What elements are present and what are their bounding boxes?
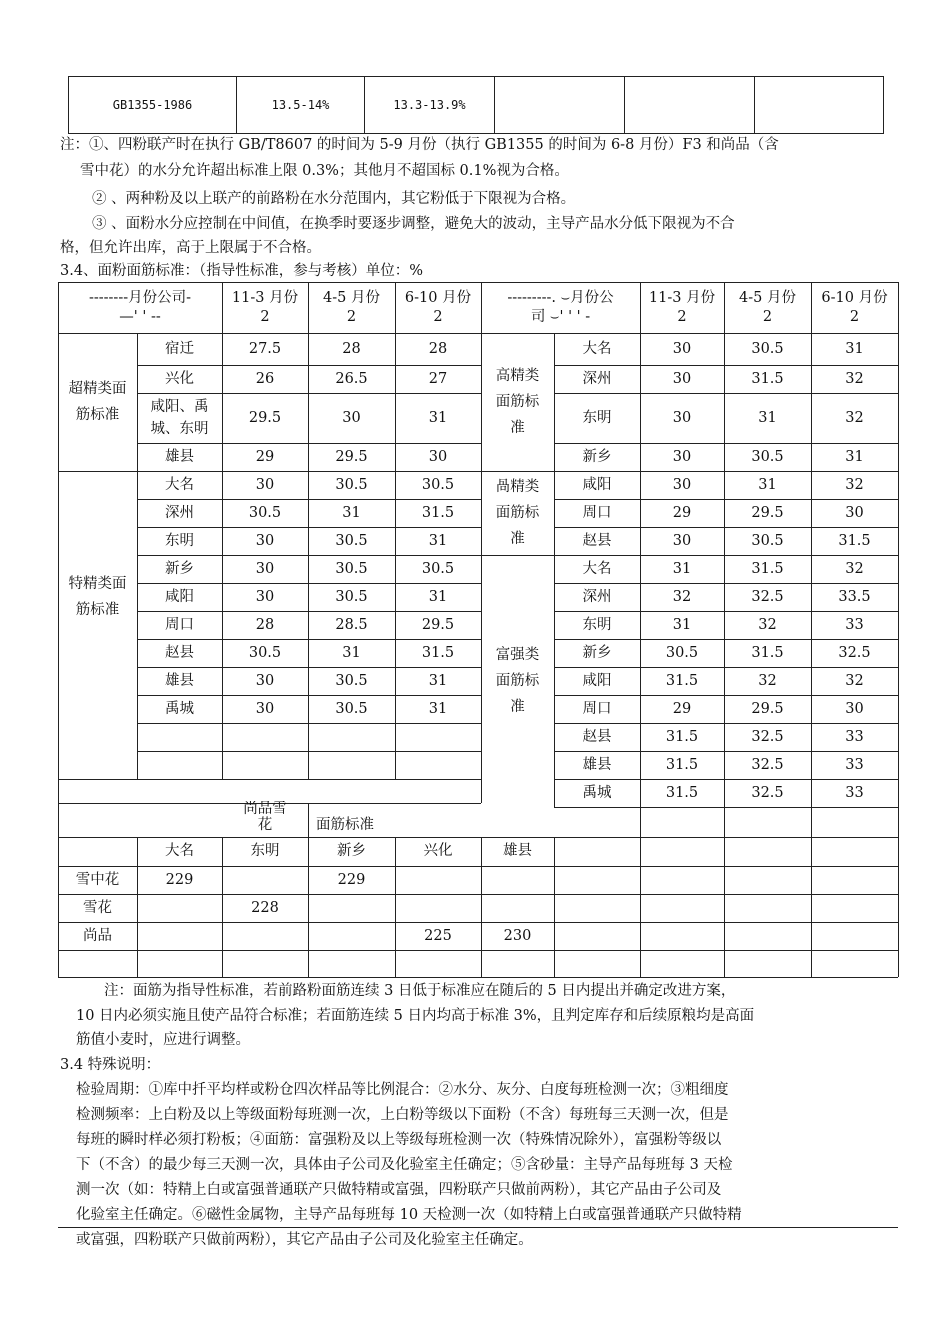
snow-col-header: 兴化 [423,843,453,860]
moisture-note-2: ② 、两种粉及以上联产的前路粉在水分范围内，其它粉低于下限视为合格。 [92,191,576,207]
table-cell: 33 [845,728,864,745]
table-cell: 29.5 [751,504,784,521]
table-cell: 31 [758,476,777,493]
row-name: 雄县 [165,448,194,465]
table-cell: 31 [428,700,448,717]
snow-title-text: 花 [257,817,273,833]
special-line: 或富强，四粉联产只做前两粉），其它产品由子公司及化验室主任确定。 [76,1232,533,1248]
table-cell: 30.5 [751,532,784,549]
table-cell: 30 [255,476,275,493]
table-cell: 31.5 [421,644,455,661]
table-rule [554,807,898,808]
table-cell: 27 [428,370,448,387]
table-cell: 32 [845,476,864,493]
special-line: 下（不含）的最少每三天测一次，具体由子公司及化验室主任确定；⑤含砂量：主导产品每班每 3 天检 [76,1157,733,1173]
table-cell: 31 [428,532,448,549]
table-rule [58,977,898,978]
header-text: ---------. ⌣月份公 [507,290,614,307]
table-cell: 230 [503,927,532,944]
table-rule [640,807,641,977]
table-cell [481,894,554,922]
row-name: 东明 [582,616,612,633]
table-cell: 30.5 [751,340,784,357]
header-text: 4-5 月份 [739,290,796,307]
row-name: 东明 [582,409,612,426]
row-name: 赵县 [582,532,612,549]
table-cell: 30 [845,700,864,717]
table-cell: 30.5 [335,588,368,605]
row-name: 雄县 [582,756,612,773]
header-text: --------月份公司- [88,290,192,307]
table-cell: 29.5 [421,616,455,633]
table-cell: 30.5 [335,560,368,577]
table-cell: 33 [845,784,864,801]
row-name: 深州 [582,588,612,605]
header-text: 2 [849,308,860,325]
row-name: 深州 [165,504,194,521]
header-text: 2 [762,308,773,325]
table-cell: 28 [428,340,448,357]
row-name: 周口 [582,700,612,717]
row-name: 深州 [582,370,612,387]
special-line: 每班的瞬时样必须打粉板；④面筋：富强粉及以上等级每班检测一次（特殊情况除外），富强粉等级以 [76,1132,722,1148]
row-name: 新乡 [165,560,194,577]
table-cell: 225 [424,927,452,944]
row-name: 大名 [165,476,194,493]
table-rule [898,282,899,333]
table-cell: 32.5 [838,644,871,661]
table-rule [137,779,481,780]
row-name: 禹城 [582,784,612,801]
table-cell: 26.5 [335,370,368,387]
table-cell: 30.5 [421,560,455,577]
header-month [395,282,481,333]
table-cell [137,894,222,922]
group-label: 特精类面筋标准 [68,576,127,618]
table-cell: 28 [255,616,275,633]
section-title: 3.4、面粉面筋标准：（指导性标准，参与考核）单位：% [60,263,424,279]
table-rule [724,807,725,977]
table-cell: 27.5 [248,340,282,357]
gluten-note-1: 注：面筋为指导性标准，若前路粉面筋连续 3 日低于标准应在随后的 5 日内提出并确定改进方案， [104,983,736,999]
table-cell: 30 [672,340,692,357]
table-cell: 33 [845,756,864,773]
table-cell: 30 [342,409,361,426]
table-cell [308,894,395,922]
table-cell: 30.5 [751,448,784,465]
table-rule [137,751,481,752]
snow-title-b: 面筋标准 [316,816,374,833]
header-month [222,282,308,333]
table-cell: 31.5 [751,644,784,661]
table-cell [222,922,308,950]
table-cell: 31.5 [838,532,871,549]
row-name: 禹城 [165,700,194,717]
table-cell: 31 [758,409,777,426]
special-title: 3.4 特殊说明： [60,1057,161,1073]
table-cell: 30.5 [248,644,282,661]
table-cell: 31.5 [665,784,699,801]
table-cell: 31.5 [665,756,699,773]
header-month [811,282,898,333]
table-cell: 31 [845,340,864,357]
table-cell: 31 [845,448,864,465]
table-rule [811,807,812,977]
special-line: 化验室主任确定。⑥磁性金属物，主导产品每班每 10 天检测一次（如特精上白或富强普通联产只做特精 [76,1207,742,1223]
header-company [481,282,640,333]
table-cell: 229 [337,871,366,888]
table-rule [554,837,555,977]
table-cell: 30 [672,409,692,426]
table-cell: 30.5 [335,672,368,689]
row-name: 赵县 [165,644,194,661]
moisture-note-1b: 雪中花）的水分允许超出标准上限 0.3%；其他月不超国标 0.1%视为合格。 [80,163,569,179]
table-cell: 30.5 [335,532,368,549]
row-name: 新乡 [582,448,612,465]
row-name: 周口 [165,616,194,633]
table-cell: 30 [428,448,448,465]
table-cell [222,866,308,894]
table-cell: 29 [672,700,692,717]
table-cell: 13.3-13.9% [365,77,495,133]
moisture-note-1: 注：①、四粉联产时在执行 GB/T8607 的时间为 5-9 月份（执行 GB1355 的时间为 6-8 月份）F3 和尚品（含 [60,137,779,153]
table-cell: 30.5 [335,476,368,493]
snow-title-text: 尚品雪 [243,801,287,817]
table-cell: 32 [758,616,777,633]
snow-title-a [222,801,308,837]
table-cell: 30 [845,504,864,521]
table-cell: 30.5 [665,644,699,661]
header-text: —' ' -- [119,308,161,325]
table-cell: 31 [428,588,448,605]
table-cell: 30 [255,532,275,549]
snow-row-name: 雪花 [83,899,112,916]
gluten-note-2: 10 日内必须实施且使产品符合标准；若面筋连续 5 日内均高于标准 3%，且判定库存和后续原粮均是高面 [76,1008,755,1024]
row-name: 咸阳、禹城、东明 [150,399,209,437]
header-text: 6-10 月份 [404,290,472,307]
table-cell: 30 [672,370,692,387]
table-cell [395,894,481,922]
special-line: 检验周期：①库中扦平均样或粉仓四次样品等比例混合：②水分、灰分、白度每班检测一次；③粗细度 [76,1082,729,1098]
table-cell: 32.5 [751,588,784,605]
table-cell: 32.5 [751,784,784,801]
table-rule [137,723,481,724]
snow-col-header: 大名 [165,843,194,860]
table-cell: 29 [255,448,275,465]
table-cell: 32 [845,560,864,577]
table-cell: 29.5 [248,409,282,426]
snow-col-header: 雄县 [503,843,532,860]
table-cell [137,922,222,950]
table-rule [58,779,137,780]
moisture-note-3b: 格，但允许出库，高于上限属于不合格。 [60,240,321,256]
table-cell: 29.5 [335,448,368,465]
row-name: 新乡 [582,644,612,661]
header-month [640,282,724,333]
header-text: 4-5 月份 [323,290,380,307]
table-cell: 31 [672,560,692,577]
row-name: 赵县 [582,728,612,745]
table-cell: 28 [342,340,361,357]
table-cell: 32.5 [751,728,784,745]
row-name: 大名 [582,560,612,577]
header-text: 2 [433,308,443,325]
group-label: 超精类面筋标准 [68,381,127,423]
group-label: 高精类面筋标准 [495,368,540,436]
table-cell: 30 [255,588,275,605]
table-cell [308,922,395,950]
table-cell: 33 [845,616,864,633]
row-name: 兴化 [165,370,194,387]
header-text: 2 [346,308,357,325]
row-name: 宿迁 [165,340,194,357]
table-cell: 228 [251,899,279,916]
table-cell: 31 [342,504,361,521]
group-label: 咼精类面筋标准 [495,479,540,547]
table-cell: 32.5 [751,756,784,773]
table-cell: 31 [428,409,448,426]
table-cell: 32 [845,672,864,689]
header-text: 司 ⌣' ' ' - [530,308,591,325]
snow-row-name: 尚品 [83,927,112,944]
table-cell: 30.5 [421,476,455,493]
table-cell: 33.5 [838,588,871,605]
table-cell: 30.5 [248,504,282,521]
table-cell: 30 [255,560,275,577]
header-month [308,282,395,333]
table-cell: 229 [165,871,194,888]
snow-col-header: 新乡 [337,843,366,860]
table-cell: 30 [672,532,692,549]
table-cell: 31.5 [751,370,784,387]
header-text: 2 [677,308,687,325]
table-cell: 31 [342,644,361,661]
header-text: 11-3 月份 [231,290,299,307]
table-cell: 29.5 [751,700,784,717]
table-cell: 31 [428,672,448,689]
header-company [58,282,222,333]
moisture-note-3: ③ 、面粉水分应控制在中间值，在换季时要逐步调整，避免大的波动，主导产品水分低下限视为不合 [92,216,735,232]
row-name: 东明 [165,532,194,549]
table-cell: 30 [672,448,692,465]
table-cell: 26 [255,370,275,387]
row-name: 咸阳 [582,672,612,689]
header-text: 11-3 月份 [648,290,716,307]
table-cell: 30 [255,672,275,689]
header-text: 2 [260,308,270,325]
group-label: 富强类面筋标准 [495,647,540,715]
table-cell: 31.5 [665,672,699,689]
table-cell: 30 [255,700,275,717]
header-text: 6-10 月份 [821,290,888,307]
table-cell: 31.5 [751,560,784,577]
table-cell: 13.5-14% [237,77,365,133]
gluten-note-3: 筋值小麦时，应进行调整。 [76,1032,250,1048]
table-cell: 32 [845,370,864,387]
table-cell: 30 [672,476,692,493]
table-cell: 32 [672,588,692,605]
table-cell: 28.5 [335,616,368,633]
special-line: 检测频率：上白粉及以上等级面粉每班测一次，上白粉等级以下面粉（不含）每班每三天测一次，但是 [76,1107,729,1123]
row-name: 咸阳 [582,476,612,493]
table-cell: 31 [672,616,692,633]
table-cell [481,866,554,894]
table-cell: 31.5 [421,504,455,521]
table-rule [898,333,899,977]
header-month [724,282,811,333]
row-name: 周口 [582,504,612,521]
snow-row-name: 雪中花 [75,871,120,888]
table-cell: GB1355-1986 [69,77,237,133]
table-cell: 32 [845,409,864,426]
table-cell: 29 [672,504,692,521]
row-name: 大名 [582,340,612,357]
table-cell: 30.5 [335,700,368,717]
row-name: 咸阳 [165,588,194,605]
table-cell: 31.5 [665,728,699,745]
table-cell: 32 [758,672,777,689]
special-line: 测一次（如：特精上白或富强普通联产只做特精或富强，四粉联产只做前两粉），其它产品由子公司及 [76,1182,722,1198]
row-name: 雄县 [165,672,194,689]
table-rule [58,950,898,951]
snow-col-header: 东明 [250,843,280,860]
table-cell [395,866,481,894]
